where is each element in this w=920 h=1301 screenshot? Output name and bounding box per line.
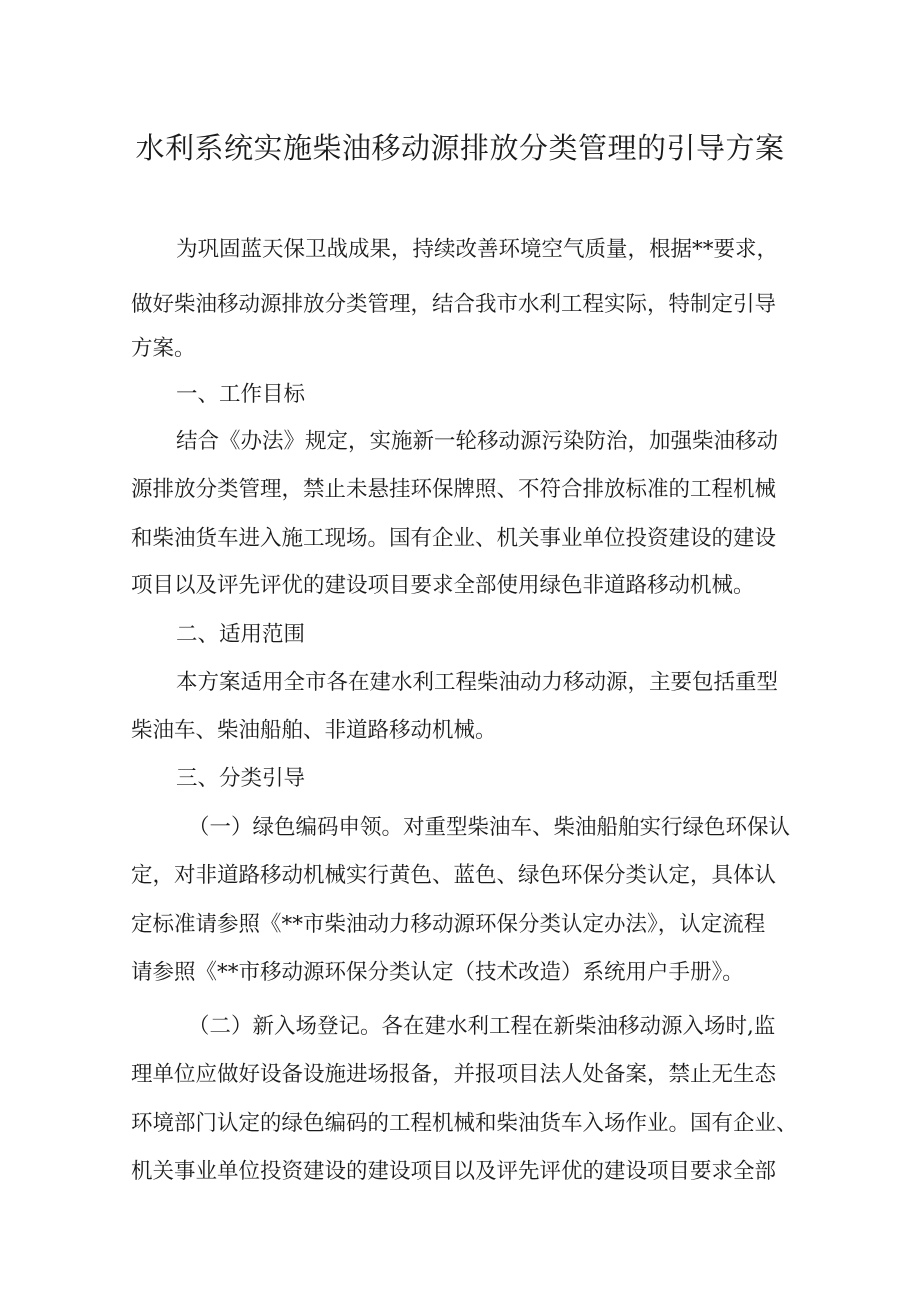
body-line-11: 柴油车、柴油船舶、非道路移动机械。: [131, 718, 497, 743]
body-line-17: （二）新入场登记。各在建水利工程在新柴油移动源入场时,监: [188, 1014, 776, 1039]
body-line-8: 项目以及评先评优的建设项目要求全部使用绿色非道路移动机械。: [131, 573, 755, 598]
body-line-18: 理单位应做好设备设施进场报备，并报项目法人处备案，禁止无生态: [131, 1062, 777, 1087]
body-line-2: [131, 287, 793, 323]
body-line-7: 和柴油货车进入施工现场。国有企业、机关事业单位投资建设的建设: [131, 526, 777, 551]
body-line-1: 为巩固蓝天保卫战成果，持续改善环境空气质量，根据**要求，: [176, 237, 779, 262]
section-heading-2: 二、适用范围: [176, 622, 306, 647]
body-line-16: 请参照《**市移动源环保分类认定（技术改造）系统用户手册》。: [131, 960, 744, 985]
body-line-6: 源排放分类管理，禁止未悬挂环保牌照、不符合排放标准的工程机械: [131, 477, 777, 502]
body-line-13: （一）绿色编码申领。对重型柴油车、柴油船舶实行绿色环保认: [188, 815, 791, 840]
body-line-3: 方案。: [131, 336, 196, 361]
section-heading-1: 一、工作目标: [176, 382, 306, 407]
body-line-15: 定标准请参照《**市柴油动力移动源环保分类认定办法》，认定流程: [131, 912, 766, 937]
body-line-19: 环境部门认定的绿色编码的工程机械和柴油货车入场作业。国有企业、: [131, 1111, 798, 1136]
body-line-14: 定，对非道路移动机械实行黄色、蓝色、绿色环保分类认定，具体认: [131, 863, 777, 888]
body-line-20: 机关事业单位投资建设的建设项目以及评先评优的建设项目要求全部: [131, 1159, 777, 1184]
section-heading-3: 三、分类引导: [176, 766, 306, 791]
body-line-5: 结合《办法》规定，实施新一轮移动源污染防治，加强柴油移动: [176, 429, 779, 454]
body-line-2-text: 做好柴油移动源排放分类管理，结合我市水利工程实际，特制定引导: [131, 292, 777, 317]
document-title: 水利系统实施柴油移动源排放分类管理的引导方案: [135, 131, 785, 165]
body-line-10: 本方案适用全市各在建水利工程柴油动力移动源，主要包括重型: [176, 670, 779, 695]
